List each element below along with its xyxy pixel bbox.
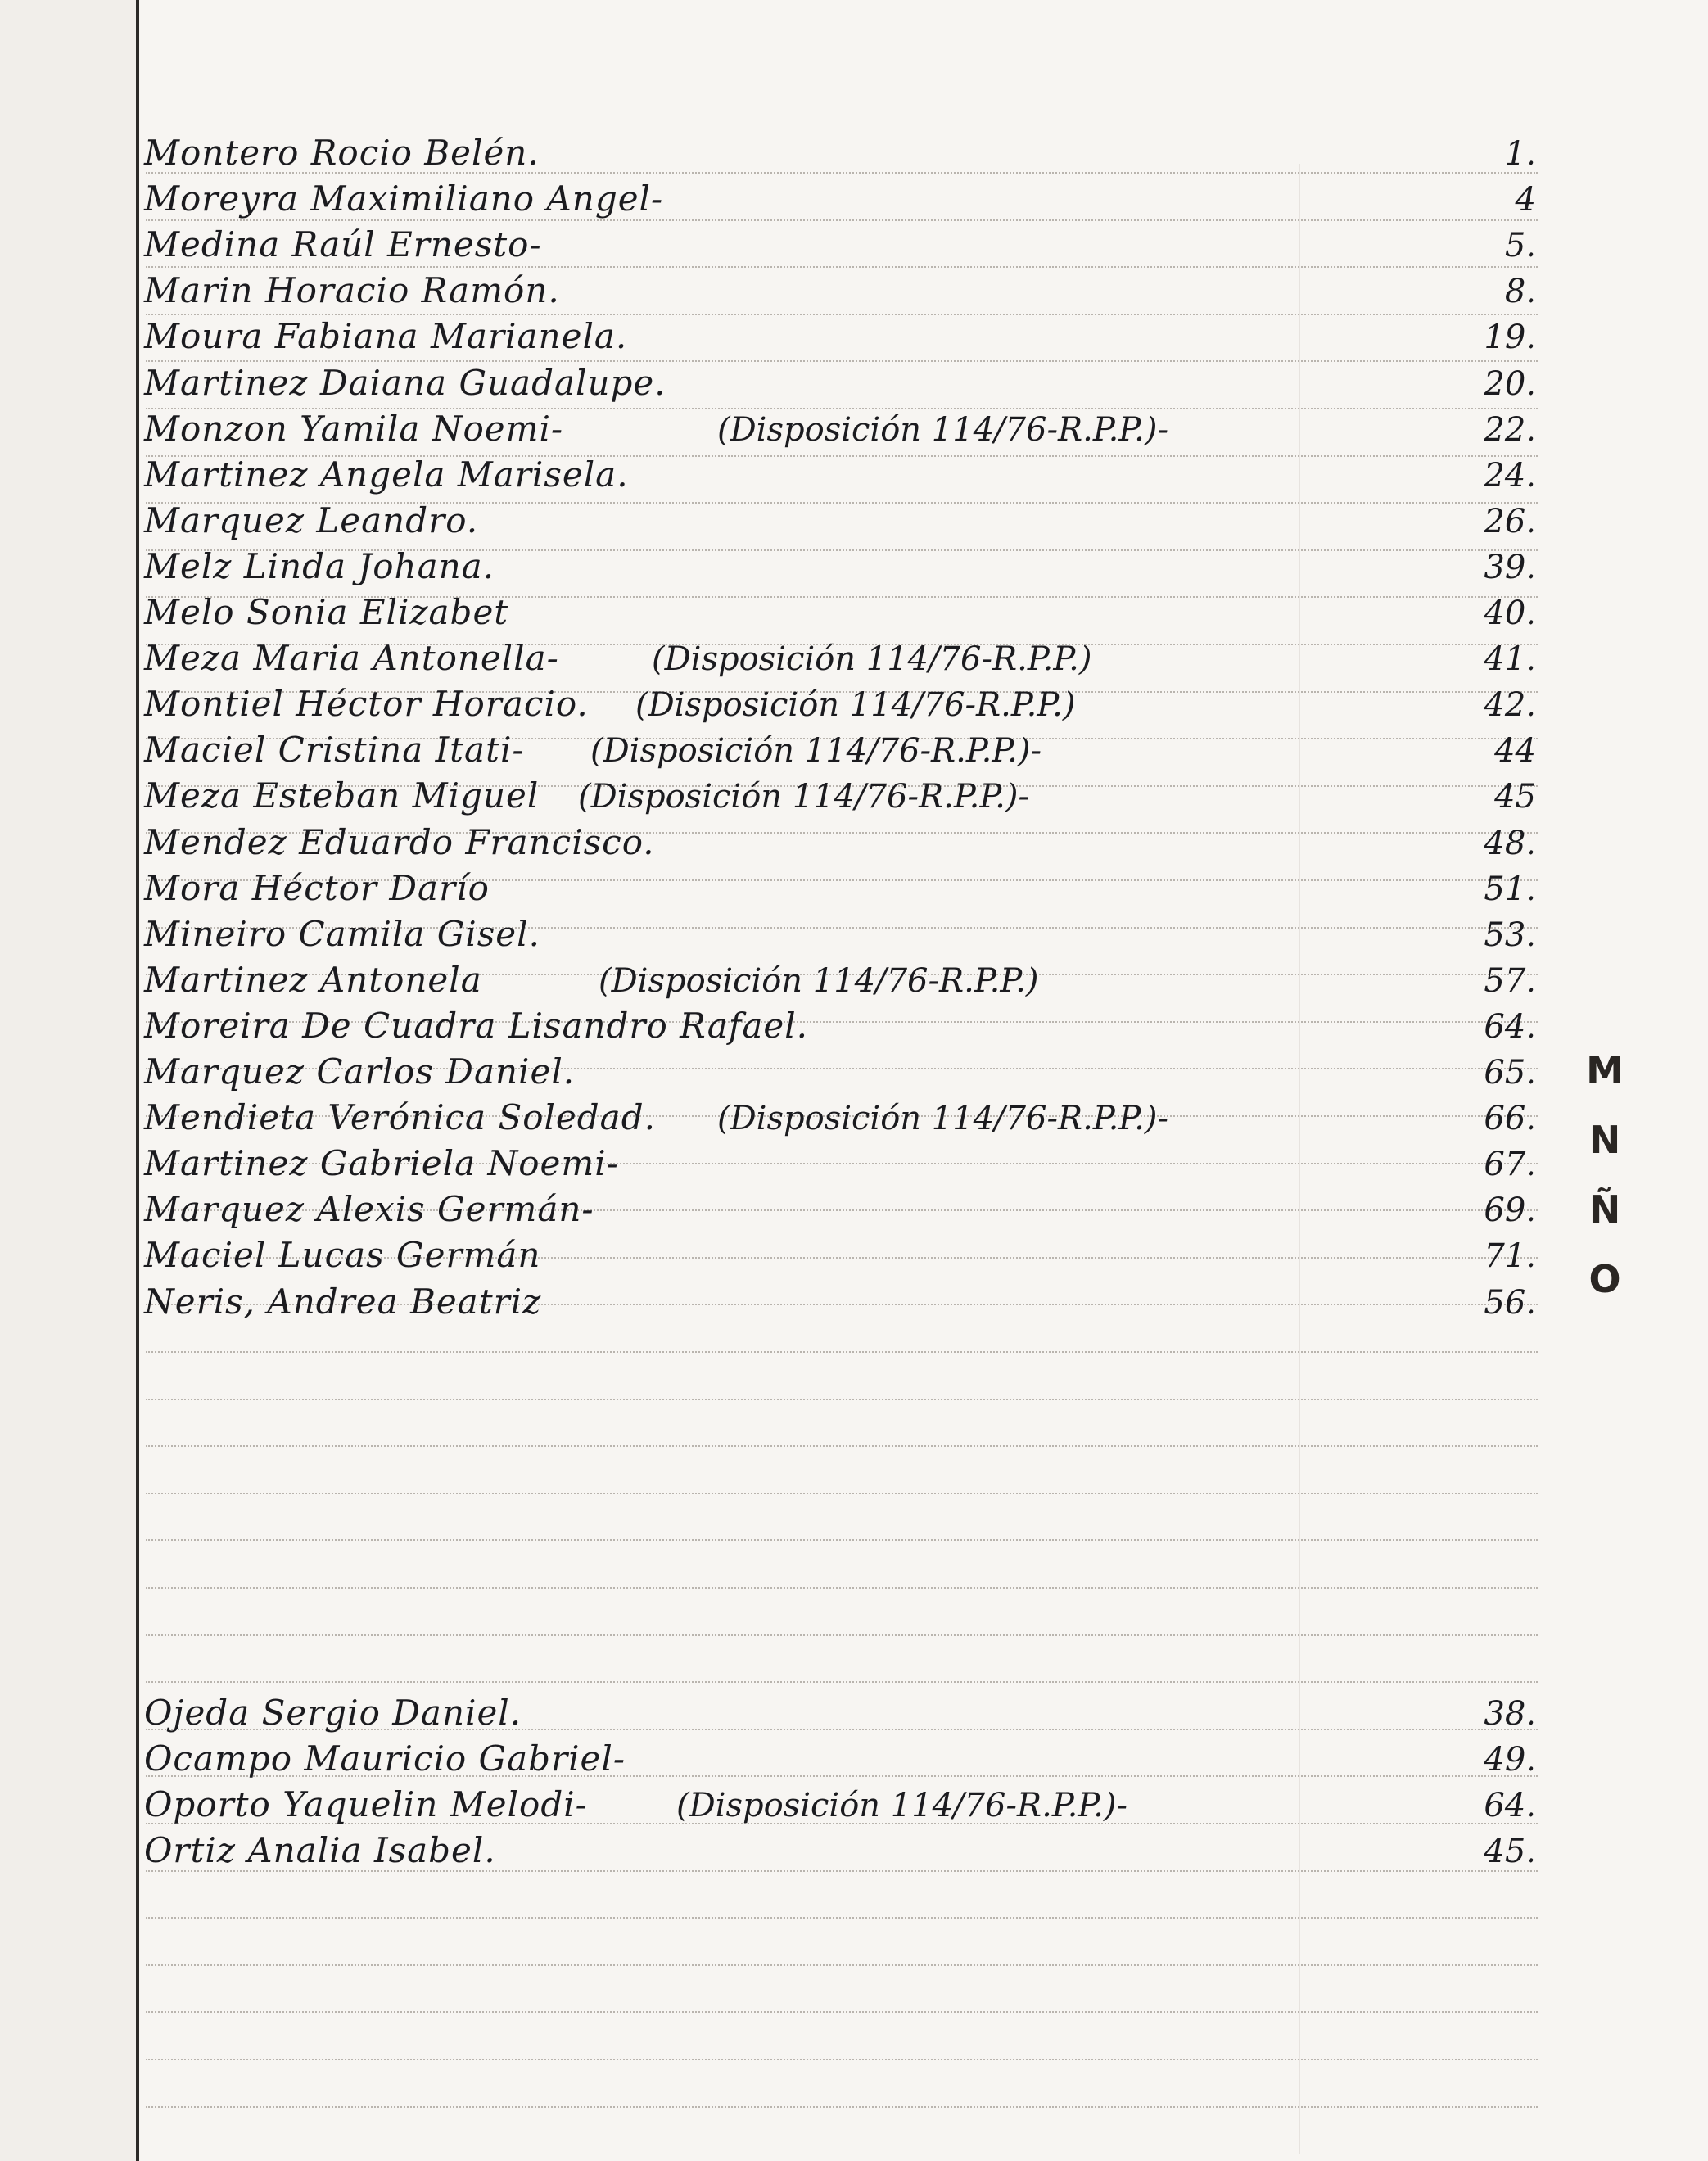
entry-name: Montero Rocio Belén. [144, 133, 540, 173]
index-entry [144, 268, 1552, 314]
entry-disposition-note: (Disposición 114/76-R.P.P.) [635, 686, 1076, 724]
entry-name: Montiel Héctor Horacio. [144, 684, 589, 724]
index-entry [144, 727, 1552, 773]
entry-page-number: 67. [1484, 1146, 1536, 1183]
entry-name: Mineiro Camila Gisel. [144, 914, 540, 954]
entry-page-number: 4 [1515, 181, 1536, 219]
index-entry [144, 544, 1552, 590]
entry-page-number: 71. [1484, 1237, 1536, 1275]
entry-page-number: 24. [1484, 457, 1536, 495]
index-letter-n[interactable]: N [1588, 1118, 1621, 1162]
entry-page-number: 42. [1484, 686, 1536, 724]
entry-page-number: 64. [1484, 1787, 1536, 1824]
ruled-line [146, 1917, 1538, 1919]
index-entry [144, 957, 1552, 1003]
index-entry [144, 360, 1552, 406]
entry-name: Neris, Andrea Beatriz [144, 1282, 542, 1322]
entry-page-number: 53. [1484, 916, 1536, 954]
entry-page-number: 40. [1484, 595, 1536, 632]
entry-name: Marin Horacio Ramón. [144, 270, 560, 310]
entry-name: Meza Esteban Miguel [144, 775, 540, 816]
index-entry [144, 1141, 1552, 1187]
index-entry [144, 1003, 1552, 1049]
index-entry [144, 866, 1552, 911]
entry-name: Meza Maria Antonella- [144, 638, 559, 678]
index-entry [144, 1828, 1552, 1874]
entry-name: Maciel Lucas Germán [144, 1235, 541, 1275]
index-entry [144, 1187, 1552, 1232]
entry-page-number: 41. [1484, 640, 1536, 678]
ruled-line [146, 1587, 1538, 1589]
entry-page-number: 1. [1504, 135, 1536, 173]
entry-name: Moreyra Maximiliano Angel- [144, 179, 664, 219]
entry-name: Marquez Alexis Germán- [144, 1189, 594, 1229]
index-entry [144, 820, 1552, 866]
entry-disposition-note: (Disposición 114/76-R.P.P.)- [717, 1100, 1168, 1137]
entry-page-number: 38. [1484, 1695, 1536, 1733]
index-entry [144, 498, 1552, 544]
index-entry [144, 1049, 1552, 1095]
entry-name: Moura Fabiana Marianela. [144, 316, 628, 356]
index-entry [144, 1095, 1552, 1141]
index-entry [144, 1690, 1552, 1736]
ruled-line [146, 1964, 1538, 1966]
index-entry [144, 635, 1552, 681]
entry-name: Monzon Yamila Noemi- [144, 409, 564, 449]
index-entry [144, 1736, 1552, 1782]
index-entry [144, 176, 1552, 222]
entry-disposition-note: (Disposición 114/76-R.P.P.)- [590, 732, 1042, 770]
ruled-line [146, 1445, 1538, 1447]
entry-name: Martinez Gabriela Noemi- [144, 1143, 619, 1183]
index-entry [144, 773, 1552, 819]
entry-page-number: 26. [1484, 503, 1536, 540]
index-entry [144, 406, 1552, 452]
entry-page-number: 20. [1484, 365, 1536, 403]
entry-name: Melz Linda Johana. [144, 546, 495, 586]
index-letter-enye[interactable]: Ñ [1588, 1187, 1621, 1232]
entry-page-number: 66. [1484, 1100, 1536, 1137]
entry-name: Martinez Antonela [144, 960, 482, 1000]
entry-page-number: 5. [1504, 227, 1536, 264]
entry-name: Medina Raúl Ernesto- [144, 224, 542, 264]
index-entry [144, 681, 1552, 727]
entry-disposition-note: (Disposición 114/76-R.P.P.) [652, 640, 1092, 678]
entry-name: Mendieta Verónica Soledad. [144, 1097, 656, 1137]
ruled-line [146, 1399, 1538, 1400]
entry-disposition-note: (Disposición 114/76-R.P.P.) [599, 962, 1039, 1000]
entry-page-number: 69. [1484, 1191, 1536, 1229]
entry-page-number: 64. [1484, 1008, 1536, 1046]
entry-disposition-note: (Disposición 114/76-R.P.P.)- [676, 1787, 1127, 1824]
entry-name: Moreira De Cuadra Lisandro Rafael. [144, 1006, 808, 1046]
ruled-line [146, 2059, 1538, 2060]
entry-name: Ocampo Mauricio Gabriel- [144, 1738, 626, 1779]
index-entry [144, 1232, 1552, 1278]
left-margin [0, 0, 139, 2161]
index-entry [144, 130, 1552, 176]
alphabet-index [1580, 1048, 1629, 1327]
entry-page-number: 48. [1484, 825, 1536, 862]
entry-page-number: 56. [1484, 1284, 1536, 1322]
index-entry [144, 1782, 1552, 1828]
entry-page-number: 49. [1484, 1741, 1536, 1779]
entry-name: Martinez Angela Marisela. [144, 454, 629, 495]
entry-disposition-note: (Disposición 114/76-R.P.P.)- [717, 411, 1168, 449]
entry-name: Marquez Carlos Daniel. [144, 1051, 576, 1092]
index-entry [144, 314, 1552, 359]
entry-name: Ortiz Analia Isabel. [144, 1830, 496, 1870]
index-entry [144, 452, 1552, 498]
entry-page-number: 22. [1484, 411, 1536, 449]
ruled-line [146, 1539, 1538, 1541]
entry-page-number: 65. [1484, 1054, 1536, 1092]
ruled-line [146, 1493, 1538, 1494]
entry-name: Martinez Daiana Guadalupe. [144, 363, 666, 403]
entry-name: Mendez Eduardo Francisco. [144, 822, 655, 862]
entry-page-number: 44 [1494, 732, 1536, 770]
entry-name: Oporto Yaquelin Melodi- [144, 1784, 588, 1824]
ruled-line [146, 1634, 1538, 1636]
entry-page-number: 51. [1484, 870, 1536, 908]
entry-page-number: 8. [1504, 273, 1536, 310]
entry-name: Ojeda Sergio Daniel. [144, 1693, 522, 1733]
index-entry [144, 222, 1552, 268]
entry-name: Marquez Leandro. [144, 500, 479, 540]
entry-page-number: 19. [1484, 319, 1536, 356]
entry-name: Mora Héctor Darío [144, 868, 490, 908]
entry-page-number: 57. [1484, 962, 1536, 1000]
entry-page-number: 39. [1484, 549, 1536, 586]
entry-page-number: 45 [1494, 778, 1536, 816]
entry-name: Maciel Cristina Itati- [144, 730, 525, 770]
index-entry [144, 1279, 1552, 1325]
ruled-line [146, 1351, 1538, 1353]
index-letter-o[interactable]: O [1588, 1257, 1621, 1301]
ruled-line [146, 2011, 1538, 2013]
entry-disposition-note: (Disposición 114/76-R.P.P.)- [578, 778, 1029, 816]
entry-name: Melo Sonia Elizabet [144, 592, 509, 632]
ruled-line [146, 2106, 1538, 2108]
index-entry [144, 590, 1552, 635]
entry-page-number: 45. [1484, 1833, 1536, 1870]
ledger-page [139, 0, 1708, 2161]
ruled-line [146, 1681, 1538, 1683]
index-letter-m[interactable]: M [1586, 1048, 1624, 1092]
index-entry [144, 911, 1552, 957]
